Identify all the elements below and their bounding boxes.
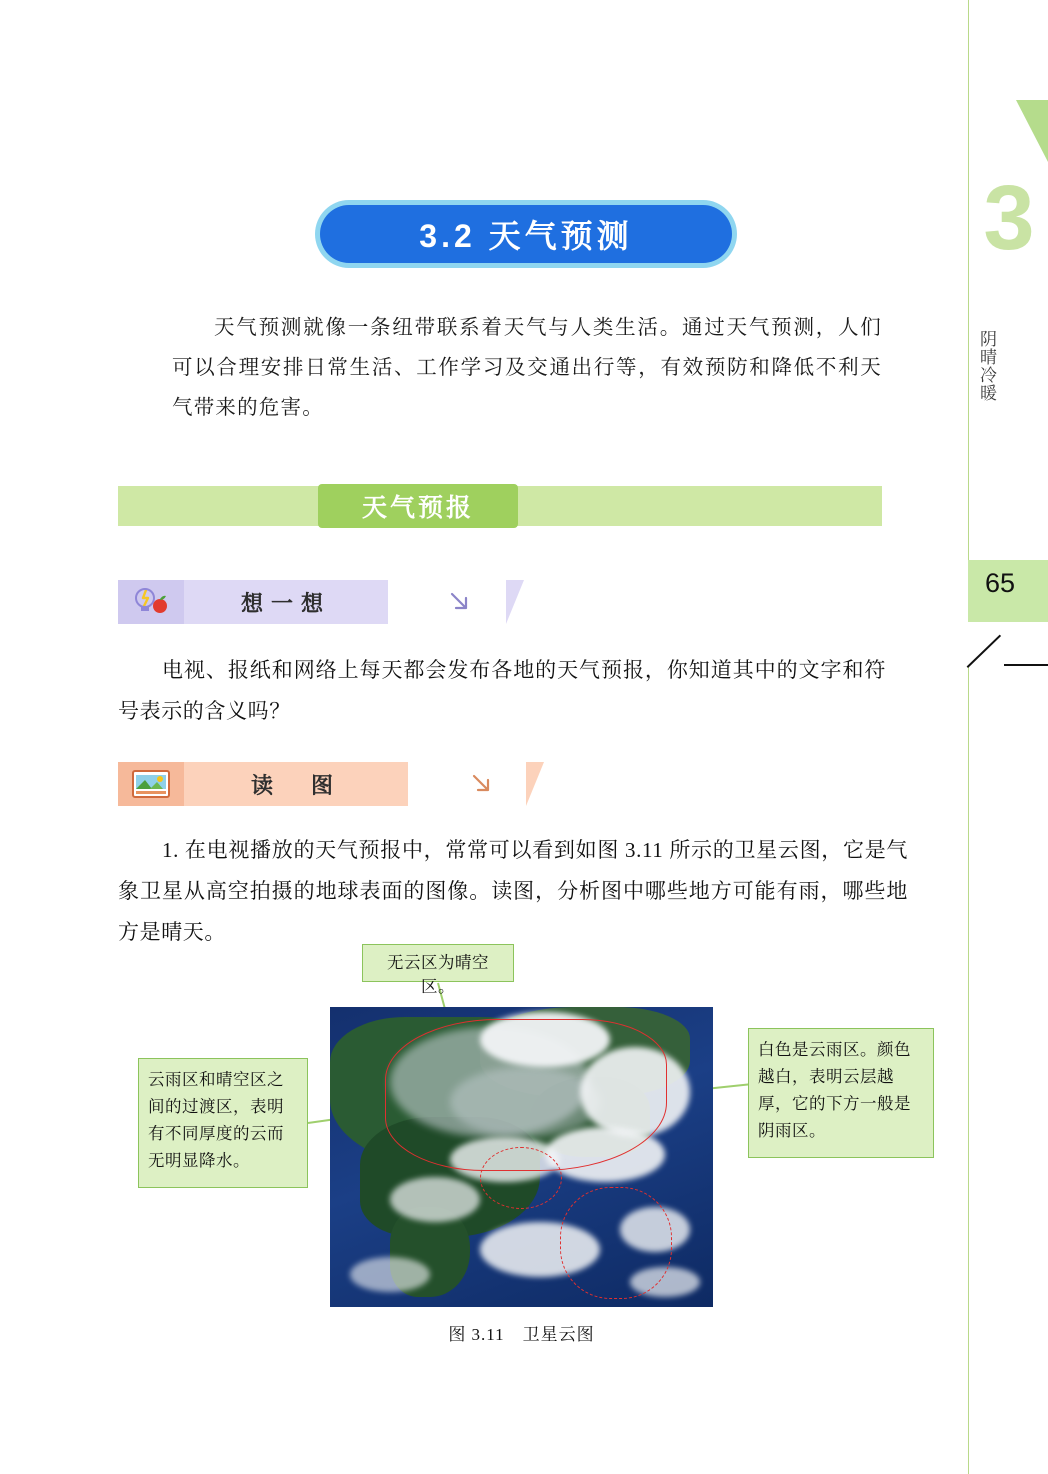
page-number: 65 xyxy=(984,568,1016,598)
activity-header-think xyxy=(118,580,388,624)
figure-caption: 图 3.11 卫星云图 xyxy=(448,1325,595,1344)
page-title-text: 3.2 天气预测 xyxy=(419,218,633,254)
page-side-rail xyxy=(968,0,1048,1474)
paragraph-think: 电视、报纸和网络上每天都会发布各地的天气预报，你知道其中的文字和符号表示的含义吗？ xyxy=(118,658,886,723)
activity-label-read xyxy=(184,762,408,806)
callout-transition-area: 云雨区和晴空区之间的过渡区，表明有不同厚度的云而无明显降水。 xyxy=(138,1058,308,1188)
page-title xyxy=(320,205,732,263)
callout-clear-area: 无云区为晴空区。 xyxy=(362,944,514,982)
section-banner-text: 天气预报 xyxy=(361,494,474,522)
satellite-cloud-image xyxy=(330,1007,713,1307)
down-right-arrow-icon xyxy=(448,590,472,614)
activity-label-think xyxy=(184,580,388,624)
activity-header-read xyxy=(118,762,408,806)
activity-label-read-text: 读 图 xyxy=(250,772,341,798)
callout-rain-area: 白色是云雨区。颜色越白，表明云层越厚，它的下方一般是阴雨区。 xyxy=(748,1028,934,1158)
chapter-number: 3 xyxy=(983,167,1035,269)
activity-read-tail xyxy=(526,762,544,806)
chapter-vertical-title xyxy=(974,330,1000,409)
rail-corner-triangle xyxy=(1016,100,1048,162)
section-banner xyxy=(318,484,518,528)
paragraph-read: 1. 在电视播放的天气预报中，常常可以看到如图 3.11 所示的卫星云图，它是气象卫星从高空拍摄的地球表面的图像。读图，分析图中哪些地方可能有雨，哪些地方是晴天。 xyxy=(118,838,908,944)
lightbulb-apple-icon xyxy=(118,580,184,624)
activity-think-tail xyxy=(506,580,524,624)
activity-label-think-text: 想一想 xyxy=(240,590,331,616)
rail-divider-line xyxy=(968,0,969,1474)
intro-paragraph: 天气预测就像一条纽带联系着天气与人类生活。通过天气预测，人们可以合理安排日常生活、工作学习及交通出行等，有效预防和降低不利天气带来的危害。 xyxy=(172,317,882,419)
rail-underline xyxy=(1004,664,1048,666)
chapter-vertical-title-text: 阴晴冷暖 xyxy=(976,330,996,402)
down-right-arrow-icon xyxy=(470,772,494,796)
picture-icon xyxy=(118,762,184,806)
